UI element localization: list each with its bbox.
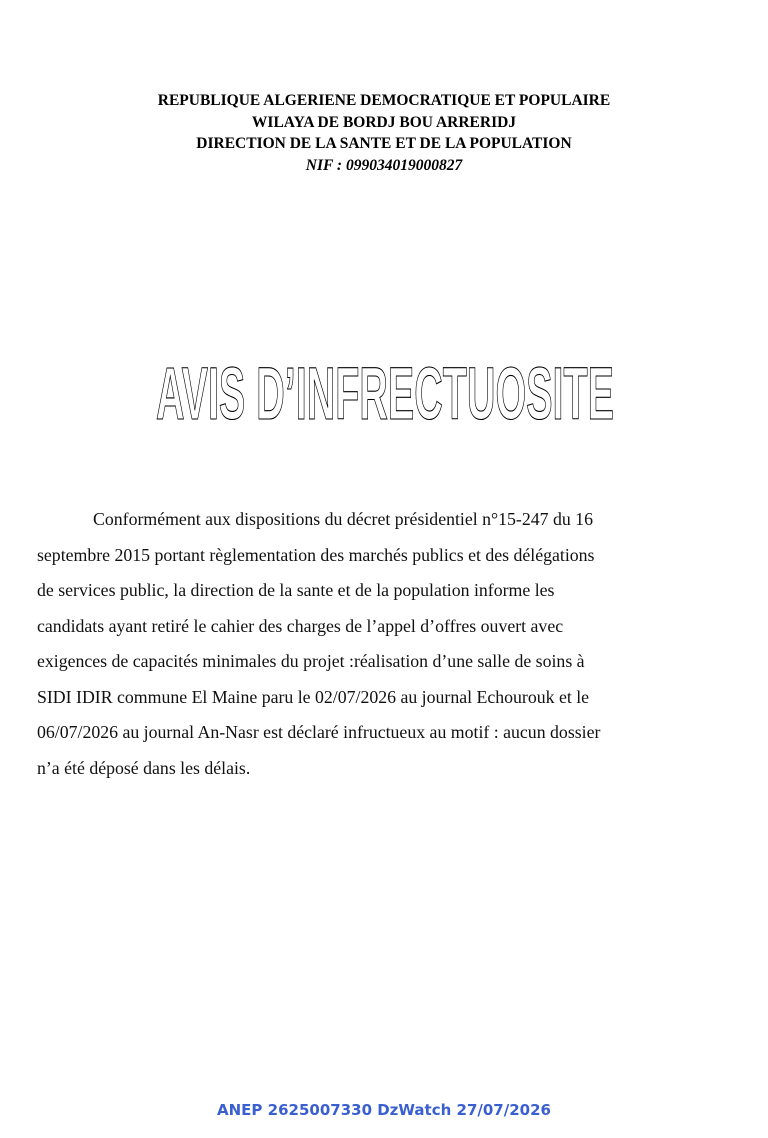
body-line: Conformément aux dispositions du décret présidentiel n°15-247 du 16 — [93, 509, 593, 529]
body-line: de services public, la direction de la sante et de la population informe les — [37, 580, 555, 600]
document-header — [0, 90, 768, 176]
body-line: SIDI IDIR commune El Maine paru le 02/07/2026 au journal Echourouk et le — [37, 686, 590, 707]
body-line: exigences de capacités minimales du projet :réalisation d’une salle de soins à — [37, 651, 585, 671]
body-line: candidats ayant retiré le cahier des charges de l’appel d’offres ouvert avec — [37, 615, 564, 636]
notice-title-text: AVIS D’INFRECTUOSITE — [156, 352, 614, 432]
body-line: 06/07/2026 au journal An-Nasr est déclaré infructueux au motif : aucun dossier — [37, 722, 601, 742]
header-direction: DIRECTION DE LA SANTE ET DE LA POPULATION — [196, 135, 572, 152]
header-nif: NIF : 099034019000827 — [305, 156, 463, 174]
header-republic: REPUBLIQUE ALGERIENE DEMOCRATIQUE ET POPULAIRE — [157, 92, 611, 109]
body-line: septembre 2015 portant règlementation des marchés publics et des délégations — [37, 544, 595, 565]
publication-footer: ANEP 2625007330 DzWatch 27/07/2026 — [217, 1101, 551, 1119]
header-wilaya: WILAYA DE BORDJ BOU ARRERIDJ — [251, 113, 517, 131]
notice-body — [37, 502, 709, 786]
body-line: n’a été déposé dans les délais. — [37, 757, 251, 778]
notice-title — [0, 352, 768, 432]
